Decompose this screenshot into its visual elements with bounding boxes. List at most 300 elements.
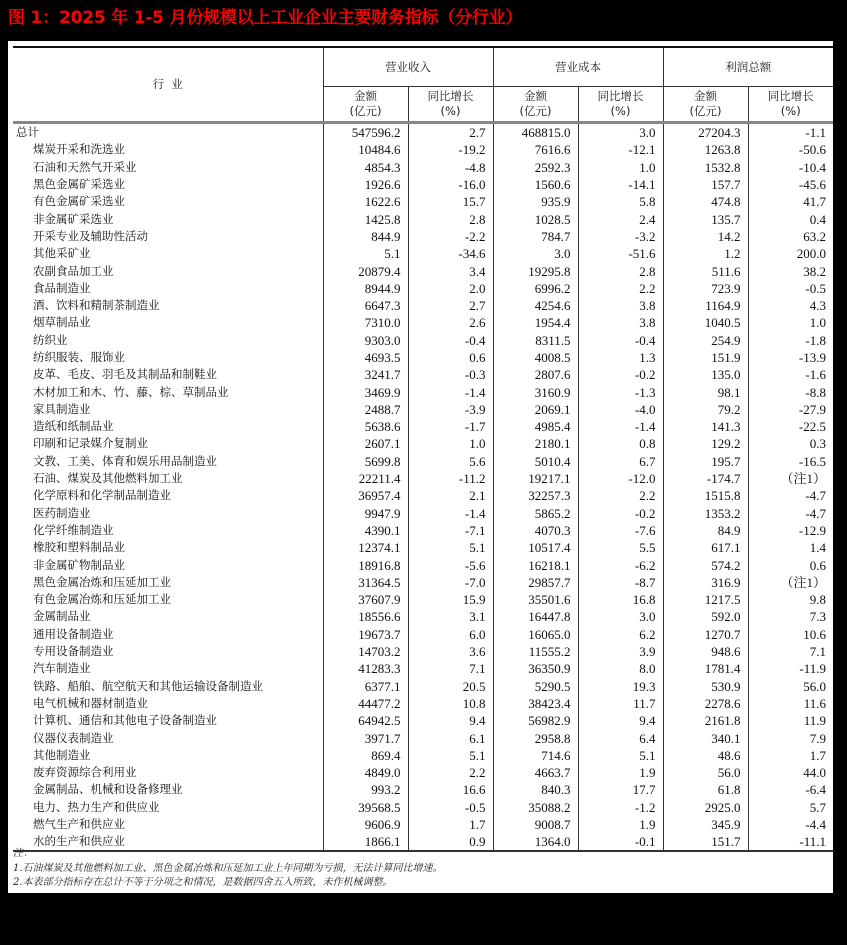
industry-name-cell: 仪器仪表制造业 [33,730,114,745]
header-unit: (%) [440,104,461,118]
revenue-amount-cell: 39568.5 [323,799,408,816]
profit-amount-cell: 1515.8 [663,487,748,504]
header-line: 同比增长 [767,89,814,103]
profit-growth-cell: 1.4 [748,539,833,556]
revenue-growth-cell: 3.6 [408,643,493,660]
industry-name-cell: 非金属矿物制品业 [33,557,125,572]
header-unit: (亿元) [519,104,552,118]
revenue-growth-cell: 7.1 [408,660,493,677]
cost-growth-cell: 6.4 [578,729,663,746]
revenue-growth-cell: -11.2 [408,470,493,487]
cost-growth-cell: -0.2 [578,366,663,383]
industry-name-cell: 金属制品业 [33,609,91,624]
profit-growth-cell: -11.1 [748,833,833,851]
profit-amount-cell: 84.9 [663,522,748,539]
cost-amount-header [493,87,578,123]
profit-growth-cell: -8.8 [748,383,833,400]
revenue-growth-cell: 2.1 [408,487,493,504]
profit-amount-cell: 79.2 [663,401,748,418]
industry-name-cell: 通用设备制造业 [33,626,114,641]
revenue-growth-cell: 5.1 [408,539,493,556]
revenue-amount-cell: 9947.9 [323,505,408,522]
industry-name-cell: 酒、饮料和精制茶制造业 [33,298,160,313]
cost-growth-cell: 6.2 [578,626,663,643]
industry-name-cell: 医药制造业 [33,505,91,520]
revenue-amount-cell: 5638.6 [323,418,408,435]
profit-growth-cell: 44.0 [748,764,833,781]
revenue-growth-cell: -7.1 [408,522,493,539]
revenue-growth-cell: -0.4 [408,332,493,349]
cost-growth-cell: 2.8 [578,262,663,279]
cost-amount-cell: 8311.5 [493,332,578,349]
revenue-growth-cell: -1.7 [408,418,493,435]
table-row [13,262,833,279]
header-unit: (%) [610,104,631,118]
industry-name-cell: 电力、热力生产和供应业 [33,799,160,814]
table-row [13,141,833,158]
cost-amount-cell: 9008.7 [493,816,578,833]
revenue-growth-cell: -16.0 [408,176,493,193]
profit-growth-cell: 10.6 [748,626,833,643]
cost-growth-cell: -0.2 [578,505,663,522]
table-row [13,643,833,660]
revenue-amount-cell: 3241.7 [323,366,408,383]
revenue-growth-cell: -19.2 [408,141,493,158]
revenue-amount-cell: 547596.2 [323,123,408,142]
revenue-growth-cell: -0.5 [408,799,493,816]
note-1: 1.石油煤炭及其他燃料加工业、黑色金属冶炼和压延加工业上年同期为亏损，无法计算同比增速。 [13,862,443,874]
table-row [13,470,833,487]
revenue-amount-cell: 18556.6 [323,608,408,625]
notes [13,847,829,891]
cost-growth-cell: -0.4 [578,332,663,349]
cost-growth-cell: -12.0 [578,470,663,487]
cost-amount-cell: 1560.6 [493,176,578,193]
table-row [13,176,833,193]
profit-growth-cell: 1.7 [748,747,833,764]
cost-growth-cell: -1.3 [578,383,663,400]
note-2: 2.本表部分指标存在总计不等于分项之和情况，是数据四舍五入所致，未作机械调整。 [13,877,393,888]
profit-growth-cell: 7.3 [748,608,833,625]
revenue-amount-cell: 6647.3 [323,297,408,314]
revenue-amount-cell: 1866.1 [323,833,408,851]
cost-growth-cell: 9.4 [578,712,663,729]
profit-growth-cell: 200.0 [748,245,833,262]
profit-amount-cell: 129.2 [663,435,748,452]
cost-amount-cell: 35501.6 [493,591,578,608]
profit-amount-cell: 27204.3 [663,123,748,142]
revenue-growth-cell: 2.6 [408,314,493,331]
industry-header: 行 业 [13,47,323,123]
profit-growth-cell: 5.7 [748,799,833,816]
industry-name-cell: 农副食品加工业 [33,263,114,278]
industry-name-cell: 非金属矿采选业 [33,211,114,226]
profit-growth-cell: -1.8 [748,332,833,349]
cost-growth-cell: 3.0 [578,123,663,142]
revenue-growth-cell: 1.7 [408,816,493,833]
profit-amount-cell: 2925.0 [663,799,748,816]
notes-label: 注： [13,848,33,859]
cost-growth-cell: 3.8 [578,297,663,314]
profit-growth-cell: -11.9 [748,660,833,677]
profit-growth-cell: -6.4 [748,781,833,798]
cost-amount-cell: 840.3 [493,781,578,798]
revenue-growth-cell: 5.1 [408,747,493,764]
cost-amount-cell: 10517.4 [493,539,578,556]
revenue-amount-cell: 19673.7 [323,626,408,643]
revenue-amount-cell: 22211.4 [323,470,408,487]
revenue-amount-cell: 31364.5 [323,574,408,591]
industry-name-cell: 石油和天然气开采业 [33,159,137,174]
profit-amount-cell: 151.7 [663,833,748,851]
cost-growth-cell: 2.4 [578,210,663,227]
revenue-amount-cell: 4849.0 [323,764,408,781]
profit-growth-cell: 11.6 [748,695,833,712]
revenue-growth-cell: 3.4 [408,262,493,279]
industry-name-cell: 煤炭开采和洗选业 [33,142,125,157]
profit-growth-cell: 1.0 [748,314,833,331]
cost-growth-cell: -6.2 [578,556,663,573]
revenue-growth-cell: 15.9 [408,591,493,608]
revenue-amount-cell: 5699.8 [323,453,408,470]
industry-name-cell: 木材加工和木、竹、藤、棕、草制品业 [33,384,229,399]
revenue-amount-cell: 2488.7 [323,401,408,418]
profit-amount-cell: 61.8 [663,781,748,798]
revenue-amount-cell: 993.2 [323,781,408,798]
profit-amount-cell: 617.1 [663,539,748,556]
profit-amount-cell: 2161.8 [663,712,748,729]
profit-growth-cell: -4.7 [748,505,833,522]
profit-amount-cell: 48.6 [663,747,748,764]
profit-amount-cell: 1040.5 [663,314,748,331]
table-row [13,608,833,625]
revenue-growth-cell: -1.4 [408,505,493,522]
total-row [13,123,833,142]
revenue-group-header: 营业收入 [323,47,493,87]
profit-amount-cell: 135.0 [663,366,748,383]
revenue-amount-header [323,87,408,123]
revenue-amount-cell: 6377.1 [323,678,408,695]
revenue-amount-cell: 37607.9 [323,591,408,608]
cost-amount-cell: 6996.2 [493,280,578,297]
cost-amount-cell: 32257.3 [493,487,578,504]
revenue-growth-cell: -5.6 [408,556,493,573]
industry-name-cell: 化学原料和化学制品制造业 [33,488,171,503]
profit-growth-cell: 7.1 [748,643,833,660]
table-row [13,539,833,556]
cost-amount-cell: 11555.2 [493,643,578,660]
cost-group-header: 营业成本 [493,47,663,87]
revenue-growth-cell: 3.1 [408,608,493,625]
cost-growth-cell: 2.2 [578,280,663,297]
cost-growth-cell: 16.8 [578,591,663,608]
industry-name-cell: 有色金属矿采选业 [33,194,125,209]
revenue-growth-cell: 6.0 [408,626,493,643]
cost-growth-cell: 5.5 [578,539,663,556]
profit-growth-cell: 38.2 [748,262,833,279]
industry-name-cell: 纺织服装、服饰业 [33,350,125,364]
profit-amount-header [663,87,748,123]
revenue-growth-cell: 2.7 [408,123,493,142]
industry-name-cell: 黑色金属冶炼和压延加工业 [33,574,171,589]
revenue-growth-cell: -7.0 [408,574,493,591]
industry-name-cell: 印刷和记录媒介复制业 [33,436,148,451]
cost-amount-cell: 5865.2 [493,505,578,522]
revenue-growth-cell: 1.0 [408,435,493,452]
figure-title: 图 1：2025 年 1-5 月份规模以上工业企业主要财务指标（分行业） [8,8,523,28]
cost-amount-cell: 5290.5 [493,678,578,695]
revenue-amount-cell: 9606.9 [323,816,408,833]
profit-growth-cell: 0.6 [748,556,833,573]
industry-name-cell: 其他制造业 [33,747,91,762]
revenue-amount-cell: 4854.3 [323,159,408,176]
profit-amount-cell: 254.9 [663,332,748,349]
revenue-amount-cell: 1425.8 [323,210,408,227]
cost-amount-cell: 468815.0 [493,123,578,142]
cost-amount-cell: 714.6 [493,747,578,764]
profit-amount-cell: 135.7 [663,210,748,227]
financial-indicators-table [13,46,833,852]
profit-growth-cell: 63.2 [748,228,833,245]
profit-amount-cell: 592.0 [663,608,748,625]
revenue-amount-cell: 44477.2 [323,695,408,712]
cost-amount-cell: 4070.3 [493,522,578,539]
cost-amount-cell: 38423.4 [493,695,578,712]
cost-amount-cell: 4663.7 [493,764,578,781]
cost-growth-cell: -0.1 [578,833,663,851]
table-row [13,228,833,245]
revenue-growth-cell: 0.6 [408,349,493,366]
table-row [13,799,833,816]
cost-amount-cell: 7616.6 [493,141,578,158]
profit-amount-cell: 2278.6 [663,695,748,712]
revenue-growth-cell: -1.4 [408,383,493,400]
cost-amount-cell: 2807.6 [493,366,578,383]
revenue-growth-cell: 15.7 [408,193,493,210]
table-row [13,816,833,833]
industry-name-cell: 汽车制造业 [33,661,91,676]
revenue-growth-cell: 5.6 [408,453,493,470]
industry-name-cell: 铁路、船舶、航空航天和其他运输设备制造业 [33,678,263,693]
cost-growth-cell: 2.2 [578,487,663,504]
profit-amount-cell: 98.1 [663,383,748,400]
profit-amount-cell: 1532.8 [663,159,748,176]
cost-growth-cell: -7.6 [578,522,663,539]
profit-growth-cell: 4.3 [748,297,833,314]
table-row [13,574,833,591]
industry-name-cell: 纺织业 [33,332,68,347]
cost-growth-cell: 3.9 [578,643,663,660]
profit-amount-cell: 1781.4 [663,660,748,677]
revenue-growth-cell: -3.9 [408,401,493,418]
profit-amount-cell: 511.6 [663,262,748,279]
cost-amount-cell: 4985.4 [493,418,578,435]
revenue-amount-cell: 36957.4 [323,487,408,504]
table-row [13,556,833,573]
cost-amount-cell: 19295.8 [493,262,578,279]
industry-name-cell: 烟草制品业 [33,315,91,330]
profit-growth-cell: 11.9 [748,712,833,729]
profit-growth-cell: -1.1 [748,123,833,142]
cost-growth-cell: -3.2 [578,228,663,245]
industry-name-cell: 水的生产和供应业 [13,833,323,851]
revenue-amount-cell: 5.1 [323,245,408,262]
profit-amount-cell: 474.8 [663,193,748,210]
cost-amount-cell: 2069.1 [493,401,578,418]
revenue-growth-cell: 2.7 [408,297,493,314]
revenue-growth-cell: 20.5 [408,678,493,695]
profit-growth-cell: -0.5 [748,280,833,297]
table-row [13,695,833,712]
cost-amount-cell: 16065.0 [493,626,578,643]
revenue-amount-cell: 10484.6 [323,141,408,158]
revenue-amount-cell: 4693.5 [323,349,408,366]
table-row [13,314,833,331]
cost-amount-cell: 935.9 [493,193,578,210]
table-row [13,712,833,729]
profit-amount-cell: 1164.9 [663,297,748,314]
industry-name-cell: 文教、工美、体育和娱乐用品制造业 [33,453,217,468]
profit-growth-cell: -45.6 [748,176,833,193]
header-line: 金额 [694,89,717,103]
industry-name-cell: 造纸和纸制品业 [33,419,114,434]
revenue-growth-cell: 16.6 [408,781,493,798]
profit-growth-cell: 7.9 [748,729,833,746]
industry-name-cell: 计算机、通信和其他电子设备制造业 [33,713,217,728]
profit-amount-cell: -174.7 [663,470,748,487]
header-line: 同比增长 [597,89,644,103]
cost-growth-cell: 17.7 [578,781,663,798]
profit-growth-cell: 56.0 [748,678,833,695]
profit-growth-cell: （注1） [748,574,833,591]
table-row [13,453,833,470]
revenue-amount-cell: 41283.3 [323,660,408,677]
profit-growth-cell: 0.3 [748,435,833,452]
profit-amount-cell: 1217.5 [663,591,748,608]
profit-growth-cell: -13.9 [748,349,833,366]
table-card [8,41,833,893]
profit-amount-cell: 14.2 [663,228,748,245]
table-row [13,366,833,383]
industry-name-cell: 燃气生产和供应业 [33,817,125,832]
revenue-amount-cell: 1622.6 [323,193,408,210]
table-row [13,159,833,176]
header-unit: (亿元) [349,104,382,118]
profit-amount-cell: 723.9 [663,280,748,297]
table-row [13,332,833,349]
table-row [13,280,833,297]
industry-name-cell: 其他采矿业 [33,246,91,261]
industry-name-cell: 废弃资源综合利用业 [33,765,137,780]
profit-growth-cell: -4.4 [748,816,833,833]
profit-group-header: 利润总额 [663,47,833,87]
cost-growth-cell: -8.7 [578,574,663,591]
cost-growth-cell: 1.0 [578,159,663,176]
revenue-growth-cell: -2.2 [408,228,493,245]
industry-name-cell: 开采专业及辅助性活动 [33,228,148,243]
profit-amount-cell: 56.0 [663,764,748,781]
revenue-amount-cell: 64942.5 [323,712,408,729]
cost-amount-cell: 3.0 [493,245,578,262]
cost-growth-cell: -14.1 [578,176,663,193]
cost-amount-cell: 1954.4 [493,314,578,331]
table-row [13,245,833,262]
cost-growth-cell: 8.0 [578,660,663,677]
cost-amount-cell: 16447.8 [493,608,578,625]
cost-growth-cell: 3.0 [578,608,663,625]
table-row [13,193,833,210]
profit-amount-cell: 1263.8 [663,141,748,158]
revenue-growth-cell: -0.3 [408,366,493,383]
industry-name-cell: 有色金属冶炼和压延加工业 [33,592,171,607]
table-row [13,487,833,504]
cost-growth-cell: -4.0 [578,401,663,418]
cost-growth-cell: -12.1 [578,141,663,158]
revenue-amount-cell: 20879.4 [323,262,408,279]
cost-amount-cell: 35088.2 [493,799,578,816]
table-row [13,401,833,418]
profit-amount-cell: 151.9 [663,349,748,366]
cost-growth-cell: 0.8 [578,435,663,452]
cost-growth-cell: 1.3 [578,349,663,366]
table-row [13,349,833,366]
cost-growth-cell: -1.2 [578,799,663,816]
profit-growth-cell: -4.7 [748,487,833,504]
profit-amount-cell: 1270.7 [663,626,748,643]
cost-amount-cell: 29857.7 [493,574,578,591]
industry-name-cell: 橡胶和塑料制品业 [33,540,125,555]
cost-amount-cell: 36350.9 [493,660,578,677]
revenue-amount-cell: 1926.6 [323,176,408,193]
profit-growth-cell: （注1） [748,470,833,487]
profit-growth-cell: -50.6 [748,141,833,158]
revenue-amount-cell: 9303.0 [323,332,408,349]
revenue-amount-cell: 18916.8 [323,556,408,573]
cost-growth-header [578,87,663,123]
revenue-amount-cell: 7310.0 [323,314,408,331]
cost-growth-cell: 3.8 [578,314,663,331]
profit-growth-cell: -1.6 [748,366,833,383]
table-row [13,660,833,677]
revenue-growth-cell: -4.8 [408,159,493,176]
industry-name-cell: 总计 [16,125,39,140]
cost-growth-cell: -51.6 [578,245,663,262]
industry-name-cell: 电气机械和器材制造业 [33,695,148,710]
table-row [13,383,833,400]
cost-amount-cell: 19217.1 [493,470,578,487]
revenue-growth-cell: 2.8 [408,210,493,227]
revenue-growth-cell: 6.1 [408,729,493,746]
profit-amount-cell: 530.9 [663,678,748,695]
cost-amount-cell: 16218.1 [493,556,578,573]
table-row [13,764,833,781]
revenue-growth-cell: -34.6 [408,245,493,262]
profit-growth-cell: 9.8 [748,591,833,608]
cost-amount-cell: 5010.4 [493,453,578,470]
revenue-growth-cell: 10.8 [408,695,493,712]
profit-growth-cell: -10.4 [748,159,833,176]
table-row [13,522,833,539]
revenue-growth-cell: 9.4 [408,712,493,729]
revenue-amount-cell: 4390.1 [323,522,408,539]
industry-name-cell: 化学纤维制造业 [33,522,114,537]
table-row [13,505,833,522]
table-row [13,435,833,452]
cost-amount-cell: 2592.3 [493,159,578,176]
profit-growth-header [748,87,833,123]
revenue-amount-cell: 12374.1 [323,539,408,556]
revenue-growth-cell: 2.0 [408,280,493,297]
